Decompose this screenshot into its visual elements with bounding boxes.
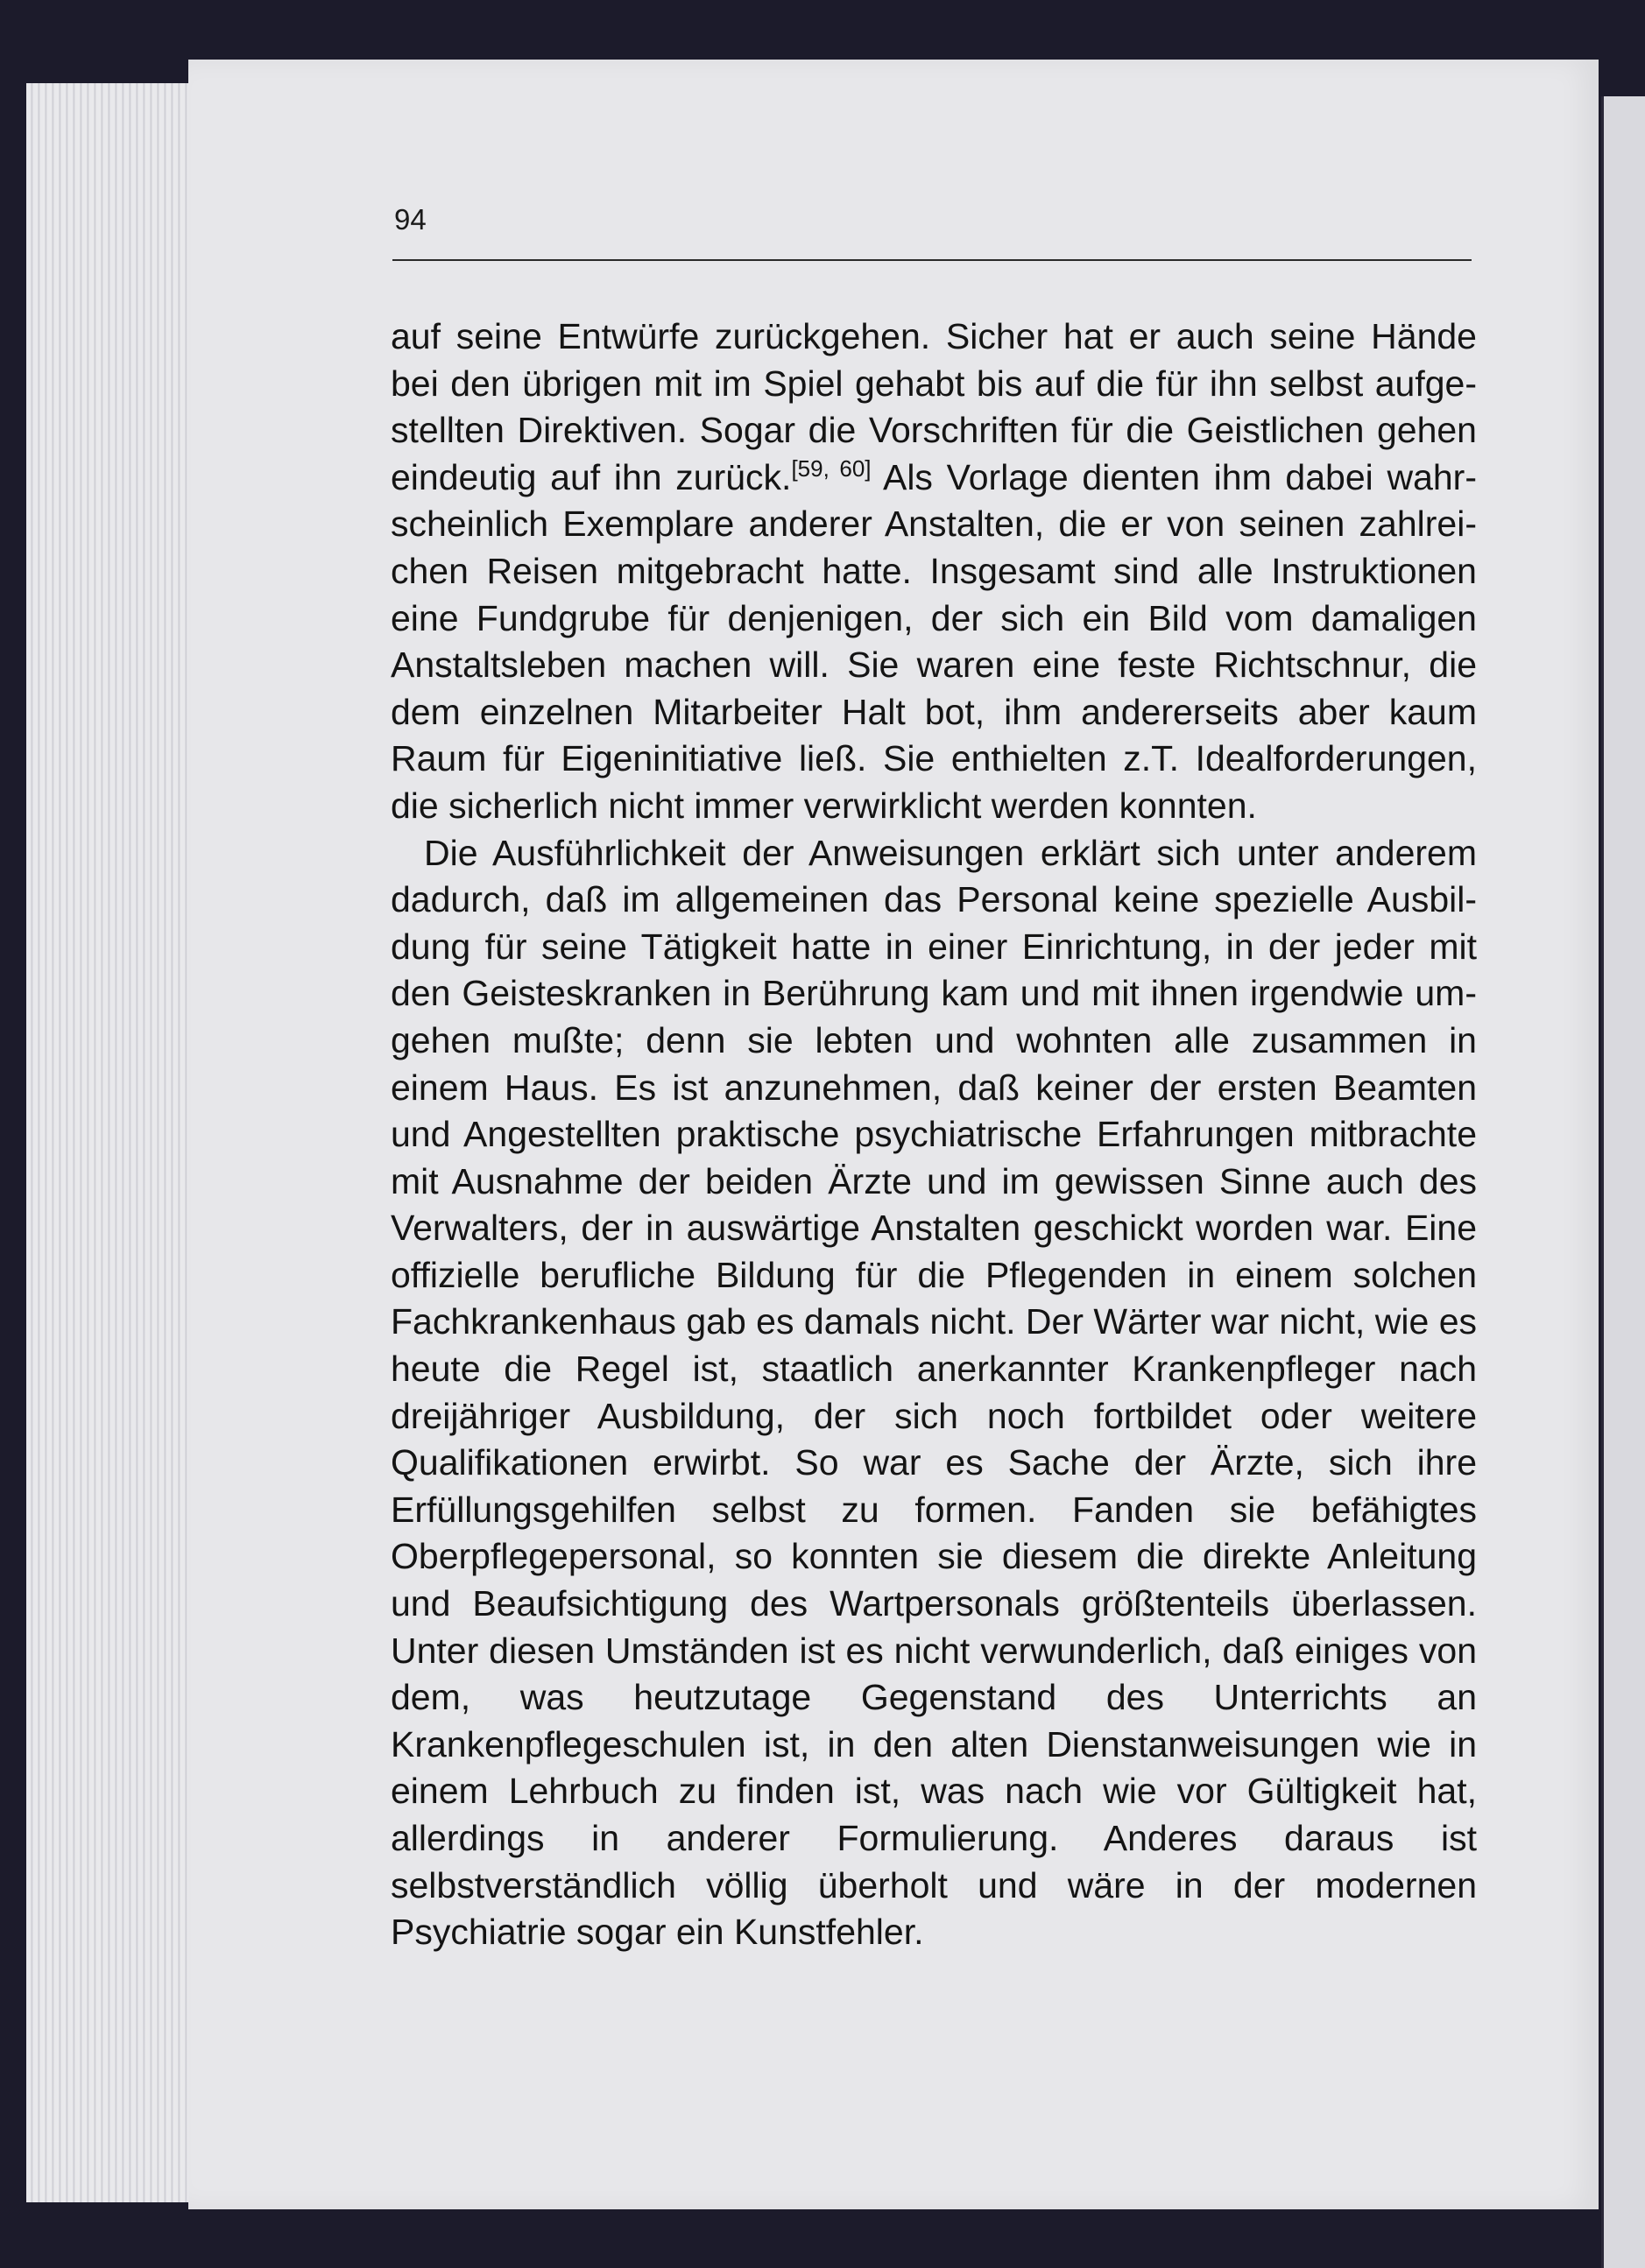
body-text xyxy=(391,313,1477,1956)
paragraph-2: Die Ausführlichkeit der Anweisungen erklärt sich unter anderem dadurch, daß im allgemeinen das Personal keine spezielle Ausbildung für seine Tätigkeit hatte in einer Einrichtung, in der jeder mit den Geisteskranken in Berührung kam und mit ihnen irgendwie umgehen mußte; denn sie lebten und wohnten alle zusammen in einem Haus. Es ist anzunehmen, daß keiner der ersten Beamten und Angestellten praktische psychiatrische Erfahrungen mitbrachte mit Ausnahme der beiden Ärzte und im gewissen Sinne auch des Verwalters, der in auswärtige Anstalten geschickt worden war. Eine offizielle berufliche Bildung für die Pflegenden in einem solchen Fachkrankenhaus gab es damals nicht. Der Wärter war nicht, wie es heute die Regel ist, staatlich anerkannter Krankenpfleger nach dreijähriger Ausbildung, der sich noch fortbildet oder weitere Qualifikationen erwirbt. So war es Sache der Ärzte, sich ihre Erfüllungsgehilfen selbst zu formen. Fanden sie befähigtes Oberpflegepersonal, so konnten sie diesem die direkte Anleitung und Beaufsichtigung des Wartpersonals größtenteils überlassen. Unter diesen Umständen ist es nicht verwunderlich, daß einiges von dem, was heutzutage Gegenstand des Unterrichts an Krankenpflegeschulen ist, in den alten Dienstanweisungen wie in einem Lehrbuch zu finden ist, was nach wie vor Gültigkeit hat, allerdings in anderer Formulierung. Anderes daraus ist selbstverständlich völlig überholt und wäre in der modernen Psychiatrie sogar ein Kunstfehler. xyxy=(391,832,1477,1953)
page-number: 94 xyxy=(394,203,427,236)
paragraph-1 xyxy=(391,313,1477,830)
header-rule xyxy=(392,259,1472,261)
facing-page-edge xyxy=(1601,96,1645,2268)
paragraph-1-text: auf seine Entwürfe zurückgehen. Sicher hat er auch seine Hände bei den übrigen mit im Spiel gehabt bis auf die für ihn selbst aufgestellten Direktiven. Sogar die Vorschriften für die Geistlichen gehen eindeutig auf ihn zurück. xyxy=(391,316,1477,497)
reference-superscript: [59, 60] xyxy=(791,454,872,482)
page-edges xyxy=(26,83,201,2202)
paragraph-1-continued: Als Vorlage dienten ihm dabei wahrscheinlich Exemplare anderer Anstalten, die er von seinen zahlreichen Reisen mitgebracht hatte. Insgesamt sind alle Instruktionen eine Fundgrube für denjenigen, der sich ein Bild vom damaligen Anstaltsleben machen will. Sie waren eine feste Richtschnur, die dem einzelnen Mitarbeiter Halt bot, ihm andererseits aber kaum Raum für Eigeninitiative ließ. Sie enthielten z.T. Idealforderungen, die sicherlich nicht immer verwirklicht werden konnten. xyxy=(391,456,1477,826)
